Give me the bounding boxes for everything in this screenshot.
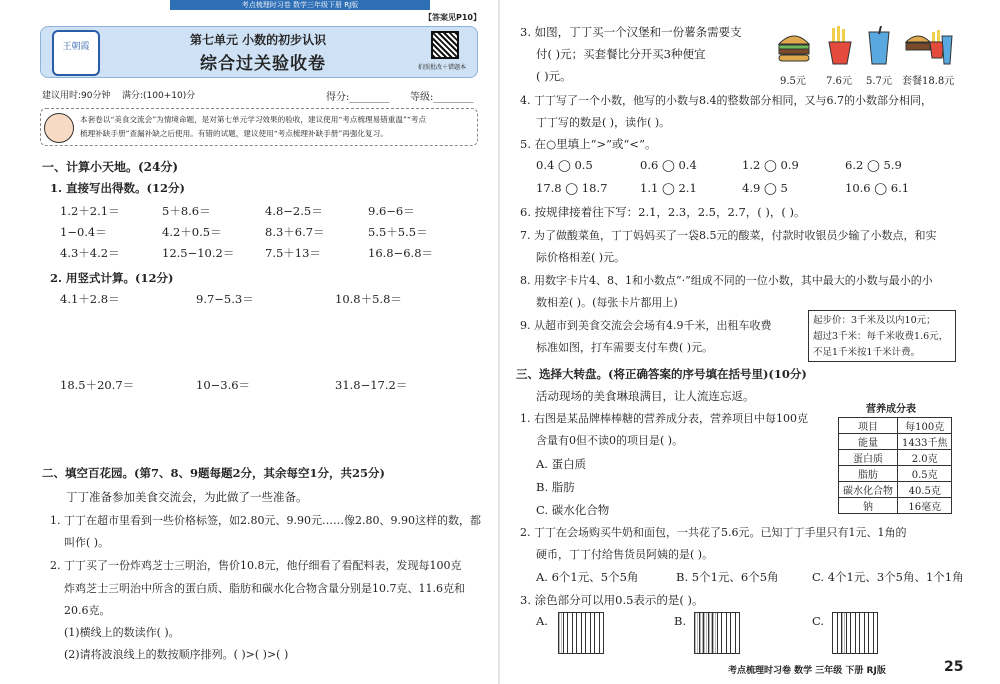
choice-option[interactable]: B. xyxy=(674,614,687,628)
calc-item: 5＋8.6＝ xyxy=(162,204,211,218)
taxi-fee-box xyxy=(808,310,956,362)
choice-option[interactable]: C. 4个1元、3个5角、1个1角 xyxy=(812,570,964,584)
calc-item: 5.5＋5.5＝ xyxy=(368,225,428,239)
page-number: 25 xyxy=(944,659,964,675)
calc-item: 16.8−6.8＝ xyxy=(368,246,434,260)
calc-item: 1−0.4＝ xyxy=(60,225,107,239)
choice-option[interactable]: A. xyxy=(536,614,548,628)
calc-item: 9.6−6＝ xyxy=(368,204,415,218)
intro-line-2: 梳理补缺手册”查漏补缺之后使用。有错的试题，建议使用“考点梳理补缺手册”再强化复习。 xyxy=(80,129,388,138)
s2-q2-sub2: (2)请将波浪线上的数按顺序排列。( )>( )>( ) xyxy=(64,648,289,661)
calc-item: 12.5−10.2＝ xyxy=(162,246,235,260)
choice-option[interactable]: C. 碳水化合物 xyxy=(536,503,610,517)
answer-ref: 【答案见P10】 xyxy=(424,13,481,22)
table-cell: 脂肪 xyxy=(839,466,898,482)
nutrition-table xyxy=(838,417,952,514)
table-cell: 能量 xyxy=(839,434,898,450)
full-score-label: 满分:(100+10)分 xyxy=(122,91,196,101)
brand-name: 王朝霞 xyxy=(62,42,90,52)
r-q8-line1: 8. 用数字卡片4、8、1和小数点“·”组成不同的一位小数，其中最大的小数与最小的小 xyxy=(520,274,933,287)
drink-icon xyxy=(866,26,892,66)
r-q3-line2: 付( )元；买套餐比分开买3种便宜 xyxy=(536,47,706,61)
table-cell: 1433千焦 xyxy=(898,434,952,450)
s2-q2-line1: 2. 丁丁买了一份炸鸡芝士三明治，售价10.8元，他仔细看了看配料表，发现每100克 xyxy=(50,559,462,572)
compare-item: 10.6 ◯ 6.1 xyxy=(845,181,910,195)
compare-item: 0.4 ◯ 0.5 xyxy=(536,158,593,172)
r-c1-line2: 含量有0但不读0的项目是( )。 xyxy=(536,434,684,447)
choice-option[interactable]: B. 5个1元、6个5角 xyxy=(676,570,779,584)
footer-label: 考点梳理时习卷 数学 三年级 下册 RJ版 xyxy=(728,666,886,676)
unit-title: 第七单元 小数的初步认识 xyxy=(190,33,327,47)
s2-q2-line3: 20.6克。 xyxy=(64,604,111,617)
q2-title: 2. 用竖式计算。(12分) xyxy=(50,271,174,285)
section3-title: 三、选择大转盘。(将正确答案的序号填在括号里)(10分) xyxy=(516,367,807,381)
compare-item: 1.2 ◯ 0.9 xyxy=(742,158,799,172)
table-row xyxy=(839,450,952,466)
shaded-grid-b xyxy=(694,612,740,654)
q1-title: 1. 直接写出得数。(12分) xyxy=(50,181,185,195)
compare-item: 6.2 ◯ 5.9 xyxy=(845,158,902,172)
r-q3-line1: 3. 如图，丁丁买一个汉堡和一份薯条需要支 xyxy=(520,25,742,39)
table-cell: 钠 xyxy=(839,498,898,514)
top-bar: 考点梳理时习卷 数学三年级下册 RJ版 xyxy=(170,0,430,10)
r-q4-line2: 丁丁写的数是( )，读作( )。 xyxy=(536,116,671,129)
calc-item: 4.8−2.5＝ xyxy=(265,204,323,218)
r-q9-line1: 9. 从超市到美食交流会会场有4.9千米，出租车收费 xyxy=(520,319,772,332)
time-label: 建议用时:90分钟 xyxy=(42,91,111,101)
fee-line: 超过3千米：每千米收费1.6元， xyxy=(813,331,949,342)
choice-option[interactable]: A. 蛋白质 xyxy=(536,457,587,471)
price-label: 套餐18.8元 xyxy=(902,76,955,87)
section2-title: 二、填空百花园。(第7、8、9题每题2分，其余每空1分，共25分) xyxy=(42,466,385,480)
vertical-calc-item: 4.1＋2.8＝ xyxy=(60,292,120,306)
compare-item: 4.9 ◯ 5 xyxy=(742,181,788,195)
brand-logo xyxy=(52,30,100,76)
calc-item: 4.3＋4.2＝ xyxy=(60,246,120,260)
intro-line-1: 本套卷以“美食交流会”为情境命题，是对第七单元学习效果的验收，建议使用“考点梳理易错重温”“考点 xyxy=(80,115,426,124)
calc-item: 7.5＋13＝ xyxy=(265,246,321,260)
calc-item: 1.2＋2.1＝ xyxy=(60,204,120,218)
table-cell: 16毫克 xyxy=(898,498,952,514)
fee-line: 起步价：3千米及以内10元； xyxy=(813,315,936,326)
table-cell: 0.5克 xyxy=(898,466,952,482)
qr-label: 拍照批改＋错题本 xyxy=(418,64,467,71)
qr-code-icon[interactable] xyxy=(431,31,459,59)
vertical-calc-item: 18.5＋20.7＝ xyxy=(60,378,135,392)
vertical-calc-item: 31.8−17.2＝ xyxy=(335,378,408,392)
r-c2-line2: 硬币，丁丁付给售货员阿姨的是( )。 xyxy=(536,548,714,561)
r-q7-line1: 7. 为了做酸菜鱼，丁丁妈妈买了一袋8.5元的酸菜，付款时收银员少输了小数点，和实 xyxy=(520,229,937,242)
price-label: 9.5元 xyxy=(780,76,806,87)
choice-option[interactable]: A. 6个1元、5个5角 xyxy=(536,570,639,584)
page-gutter xyxy=(498,0,500,684)
page-title: 综合过关验收卷 xyxy=(200,54,326,74)
table-row xyxy=(839,434,952,450)
table-cell: 项目 xyxy=(839,418,898,434)
choice-option[interactable]: B. 脂肪 xyxy=(536,480,575,494)
r-q3-line3: ( )元。 xyxy=(536,69,572,83)
compare-item: 1.1 ◯ 2.1 xyxy=(640,181,697,195)
level-field[interactable]: 等级:________ xyxy=(410,92,474,103)
price-label: 5.7元 xyxy=(866,76,892,87)
r-c2-line1: 2. 丁丁在会场购买牛奶和面包，一共花了5.6元。已知丁丁手里只有1元、1角的 xyxy=(520,526,907,539)
s2-q1-line1: 1. 丁丁在超市里看到一些价格标签，如2.80元、9.90元……像2.80、9.90这样的数，都 xyxy=(50,514,481,527)
r-q8-line2: 数相差( )。(每张卡片都用上) xyxy=(536,296,678,309)
shaded-grid-c xyxy=(832,612,878,654)
table-cell: 2.0克 xyxy=(898,450,952,466)
fee-line: 不足1千米按1千米计费。 xyxy=(813,347,921,358)
vertical-calc-item: 10−3.6＝ xyxy=(196,378,251,392)
price-label: 7.6元 xyxy=(826,76,852,87)
table-cell: 40.5克 xyxy=(898,482,952,498)
s2-q2-line2: 炸鸡芝士三明治中所含的蛋白质、脂肪和碳水化合物含量分别是10.7克、11.6克和 xyxy=(64,582,465,595)
shaded-grid-a xyxy=(558,612,604,654)
s2-q2-sub1: (1)横线上的数读作( )。 xyxy=(64,626,180,639)
table-row xyxy=(839,466,952,482)
combo-meal-icon xyxy=(904,24,954,68)
vertical-calc-item: 10.8＋5.8＝ xyxy=(335,292,402,306)
table-row xyxy=(839,418,952,434)
hamburger-icon xyxy=(776,28,812,64)
r-q9-line2: 标准如图，打车需要支付车费( )元。 xyxy=(536,341,714,354)
table-row xyxy=(839,482,952,498)
r-c1-line1: 1. 右图是某品牌棒棒糖的营养成分表，营养项目中每100克 xyxy=(520,412,808,425)
compare-item: 0.6 ◯ 0.4 xyxy=(640,158,697,172)
table-row xyxy=(839,498,952,514)
table-cell: 每100克 xyxy=(898,418,952,434)
calc-item: 4.2＋0.5＝ xyxy=(162,225,222,239)
score-field[interactable]: 得分:________ xyxy=(326,92,390,103)
table-cell: 蛋白质 xyxy=(839,450,898,466)
fries-icon xyxy=(826,26,854,66)
choice-option[interactable]: C. xyxy=(812,614,825,628)
table-cell: 碳水化合物 xyxy=(839,482,898,498)
vertical-calc-item: 9.7−5.3＝ xyxy=(196,292,254,306)
r-c3: 3. 涂色部分可以用0.5表示的是( )。 xyxy=(520,593,704,607)
section1-title: 一、计算小天地。(24分) xyxy=(42,160,179,174)
r-q5-title: 5. 在○里填上“>”或“<”。 xyxy=(520,137,657,151)
r-q6: 6. 按规律接着往下写：2.1，2.3，2.5，2.7，( )，( )。 xyxy=(520,205,806,219)
r-q4-line1: 4. 丁丁写了一个小数，他写的小数与8.4的整数部分相同，又与6.7的小数部分相同， xyxy=(520,94,932,107)
nutrition-title: 营养成分表 xyxy=(866,404,916,415)
section2-lead: 丁丁准备参加美食交流会，为此做了一些准备。 xyxy=(66,490,308,504)
calc-item: 8.3＋6.7＝ xyxy=(265,225,325,239)
compare-item: 17.8 ◯ 18.7 xyxy=(536,181,608,195)
section3-lead: 活动现场的美食琳琅满目，让人流连忘返。 xyxy=(536,389,755,403)
r-q7-line2: 际价格相差( )元。 xyxy=(536,251,626,264)
s2-q1-line2: 叫作( )。 xyxy=(64,536,110,549)
mascot-icon xyxy=(44,113,74,143)
